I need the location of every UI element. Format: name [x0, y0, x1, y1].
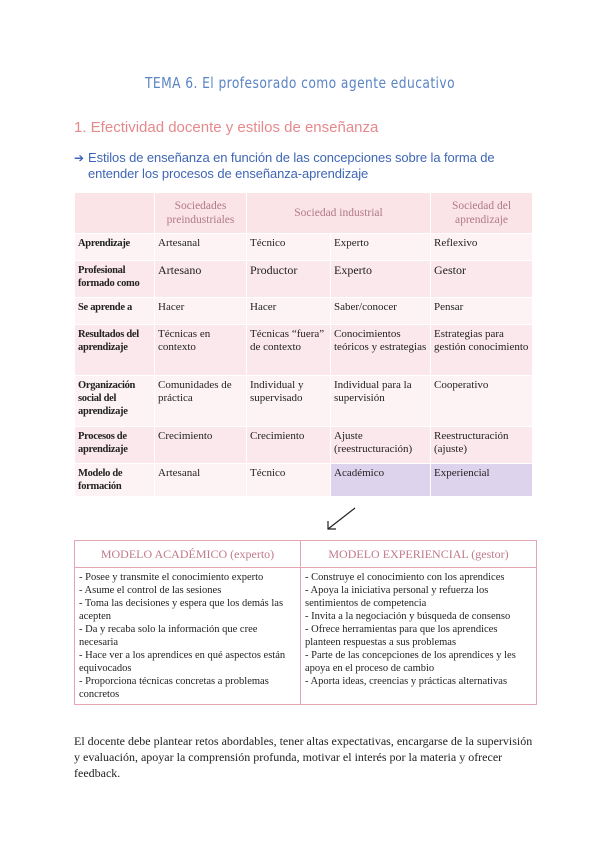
table-cell: Ajuste (reestructuración)	[331, 427, 431, 464]
arrow-right-icon: ➔	[74, 151, 84, 165]
list-item: - Hace ver a los aprendices en qué aspectos están equivocados	[79, 650, 286, 674]
row-label: Modelo de formación	[75, 464, 155, 497]
header-industrial: Sociedad industrial	[247, 193, 431, 234]
list-item: - Construye el conocimiento con los aprendices	[305, 572, 505, 583]
table-cell: Estrategias para gestión conocimiento	[431, 325, 533, 376]
table-cell: Productor	[247, 261, 331, 298]
table-cell: Experto	[331, 234, 431, 261]
row-label: Aprendizaje	[75, 234, 155, 261]
table-cell: Gestor	[431, 261, 533, 298]
row-label: Organización social del aprendizaje	[75, 376, 155, 427]
table-row	[75, 261, 533, 298]
table-row	[75, 325, 533, 376]
table-cell: Pensar	[431, 298, 533, 325]
table-cell: Artesanal	[155, 464, 247, 497]
list-item: - Toma las decisiones y espera que los demás las acepten	[79, 598, 284, 622]
table-cell: Experto	[331, 261, 431, 298]
header-preindustrial: Sociedades preindustriales	[155, 193, 247, 234]
models-comparison-table	[74, 540, 537, 705]
table-cell-highlighted: Experiencial	[431, 464, 533, 497]
list-item: - Parte de las concepciones de los aprendices y les apoya en el proceso de cambio	[305, 650, 516, 674]
table-cell: Artesanal	[155, 234, 247, 261]
academic-model-title: MODELO ACADÉMICO (experto)	[75, 541, 301, 568]
table-cell: Reestructuración (ajuste)	[431, 427, 533, 464]
table-row	[75, 234, 533, 261]
table-cell: Hacer	[155, 298, 247, 325]
table-row	[75, 298, 533, 325]
subheading	[74, 150, 544, 182]
list-item: - Asume el control de las sesiones	[79, 585, 222, 596]
table-cell: Crecimiento	[155, 427, 247, 464]
list-item: - Aporta ideas, creencias y prácticas alternativas	[305, 676, 508, 687]
table-row	[75, 427, 533, 464]
section-heading: 1. Efectividad docente y estilos de enseñanza	[74, 119, 379, 136]
table-cell: Reflexivo	[431, 234, 533, 261]
table-cell: Técnico	[247, 464, 331, 497]
table-header-row	[75, 193, 533, 234]
table-cell: Técnico	[247, 234, 331, 261]
table-cell: Técnicas “fuera” de contexto	[247, 325, 331, 376]
teaching-styles-table	[74, 192, 533, 497]
header-learning-society: Sociedad del aprendizaje	[431, 193, 533, 234]
page-title: TEMA 6. El profesorado como agente educativo	[144, 74, 456, 92]
list-item: - Posee y transmite el conocimiento experto	[79, 572, 264, 583]
table-cell: Comunidades de práctica	[155, 376, 247, 427]
table-cell: Técnicas en contexto	[155, 325, 247, 376]
table-cell: Crecimiento	[247, 427, 331, 464]
experiential-model-list	[301, 568, 537, 705]
row-label: Se aprende a	[75, 298, 155, 325]
list-item: - Ofrece herramientas para que los aprendices planteen respuestas a sus problemas	[305, 624, 498, 648]
table-cell: Conocimientos teóricos y estrategias	[331, 325, 431, 376]
table-cell: Individual y supervisado	[247, 376, 331, 427]
row-label: Profesional formado como	[75, 261, 155, 298]
academic-model-list	[75, 568, 301, 705]
row-label: Procesos de aprendizaje	[75, 427, 155, 464]
table-cell: Hacer	[247, 298, 331, 325]
table-cell-highlighted: Académico	[331, 464, 431, 497]
list-item: - Da y recaba solo la información que cree necesaria	[79, 624, 258, 648]
final-paragraph: El docente debe plantear retos abordables, tener altas expectativas, encargarse de la supervisión y evaluación, apoyar la comprensión profunda, motivar el interés por la materia y ofrecer feedback.	[74, 734, 533, 780]
experiential-model-title: MODELO EXPERIENCIAL (gestor)	[301, 541, 537, 568]
row-label: Resultados del aprendizaje	[75, 325, 155, 376]
table-cell: Saber/conocer	[331, 298, 431, 325]
table-cell: Individual para la supervisión	[331, 376, 431, 427]
diagonal-arrow-icon	[325, 506, 357, 532]
table-row	[75, 376, 533, 427]
list-item: - Apoya la iniciativa personal y refuerza los sentimientos de competencia	[305, 585, 489, 609]
list-item: - Proporciona técnicas concretas a problemas concretos	[79, 676, 269, 700]
header-empty	[75, 193, 155, 234]
list-item: - Invita a la negociación y búsqueda de consenso	[305, 611, 511, 622]
subheading-text: Estilos de enseñanza en función de las concepciones sobre la forma de entender los procesos de enseñanza-aprendizaje	[88, 150, 495, 181]
table-row	[75, 464, 533, 497]
table-cell: Cooperativo	[431, 376, 533, 427]
table-cell: Artesano	[155, 261, 247, 298]
